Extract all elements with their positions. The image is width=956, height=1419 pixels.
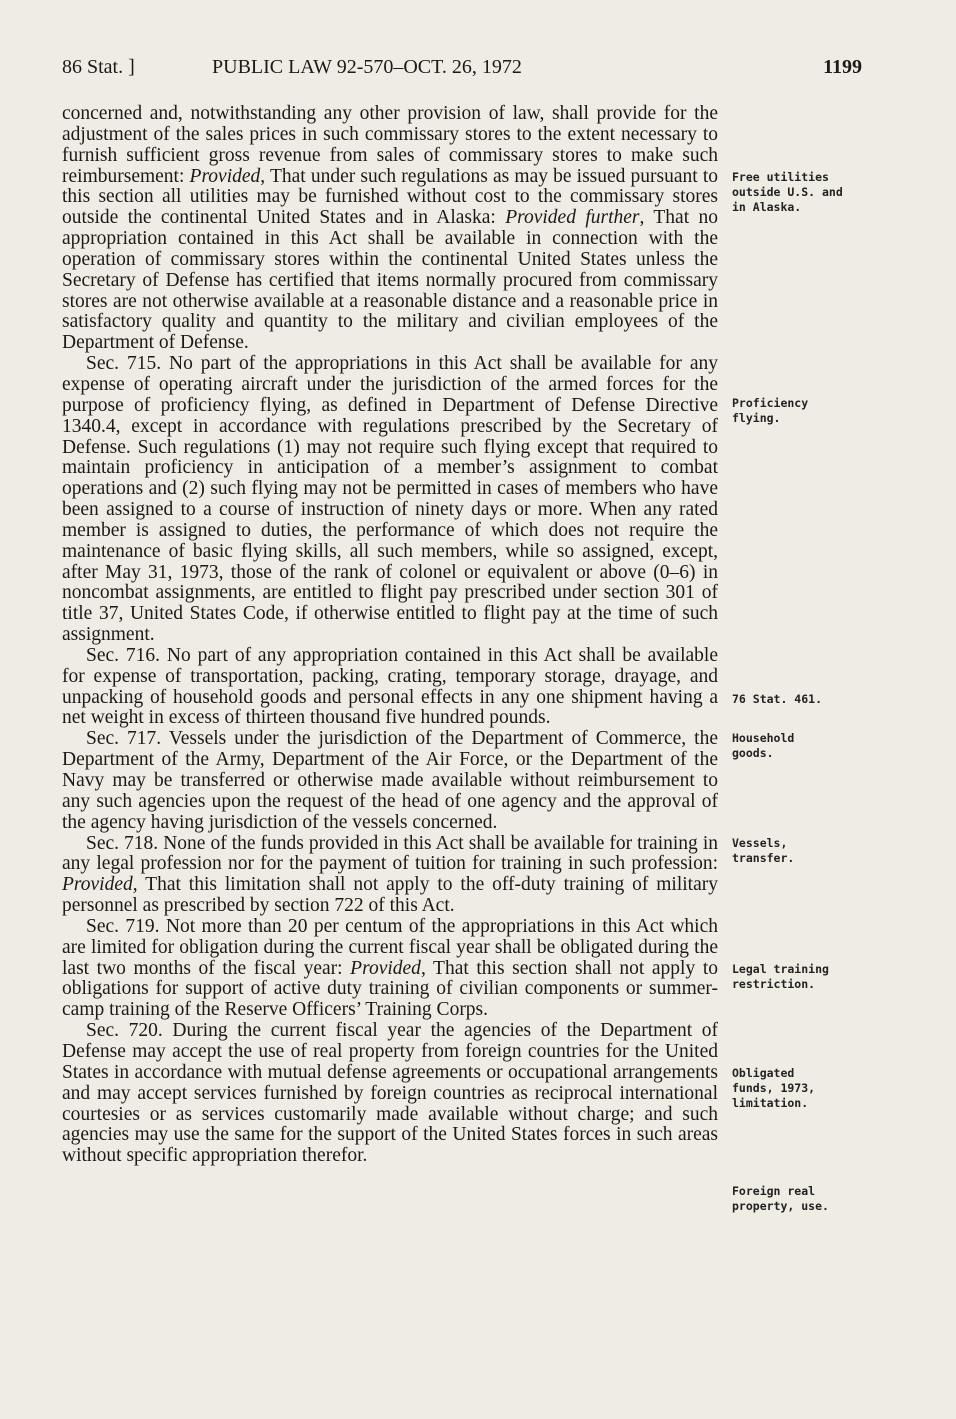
proviso-italic: Provided	[350, 957, 421, 979]
paragraph-text: , That no appropriation contained in this Act shall be available in connection with the operation of commissary stores within the continental United States unless the Secretary of Defense has certified that items normally procured from commissary stores are not otherwise available at a reasonable distance and a reasonable price in satisfactory quality and quantity to the military and civilian employees of the Department of Defense.	[62, 207, 718, 354]
paragraph-sec719	[62, 917, 718, 1021]
paragraph-text: concerned and, notwithstanding any other provision of law, shall provide for the adjustment of the sales prices in such commissary stores to the extent necessary to furnish sufficient gross revenue from sales of commissary stores to make such reimbursement:	[62, 103, 718, 187]
margin-note-foreign-real-property: Foreign real property, use.	[732, 1184, 829, 1213]
header-title: PUBLIC LAW 92-570–OCT. 26, 1972	[212, 56, 522, 78]
running-header	[62, 56, 862, 82]
paragraph-cont	[62, 104, 718, 354]
margin-note-free-utilities: Free utilities outside U.S. and in Alaska.	[732, 170, 843, 214]
paragraph-sec720	[62, 1021, 718, 1167]
margin-note-household-goods: Household goods.	[732, 731, 795, 760]
paragraph-sec715	[62, 354, 718, 646]
page-number: 1199	[823, 56, 862, 78]
proviso-italic: Provided further	[505, 207, 640, 229]
paragraph-text: Sec. 719. Not more than 20 per centum of the appropriations in this Act which are limited for obligation during the current fiscal year shall be obligated during the last two months of the fiscal year:	[62, 915, 718, 979]
paragraph-text: Sec. 715. No part of the appropriations in this Act shall be available for any expense of operating aircraft under the jurisdiction of the armed forces for the purpose of proficiency flying, as defined in Department of Defense Directive 1340.4, except in accordance with regulations prescribed by the Secretary of Defense. Such regulations (1) may not require such flying except that required to maintain proficiency in anticipation of a member’s assignment to combat operations and (2) such flying may not be permitted in cases of members who have been assigned to a course of instruction of ninety days or more. When any rated member is assigned to duties, the performance of which does not require the maintenance of basic flying skills, all such members, while so assigned, except, after May 31, 1973, those of the rank of colonel or equivalent or above (0–6) in noncombat assignments, are entitled to flight pay prescribed under section 301 of title 37, United States Code, if otherwise entitled to flight pay at the time of such assignment.	[62, 353, 718, 646]
paragraph-text: , That this section shall not apply to obligations for support of active duty training of civilian components or summer-camp training of the Reserve Officers’ Training Corps.	[62, 957, 718, 1021]
paragraph-text: Sec. 716. No part of any appropriation contained in this Act shall be available for expense of transportation, packing, crating, temporary storage, drayage, and unpacking of household goods and personal effects in any one shipment having a net weight in excess of thirteen thousand five hundred pounds.	[62, 644, 718, 729]
paragraph-text: Sec. 718. None of the funds provided in this Act shall be available for training in any legal profession nor for the payment of tuition for training in such profession:	[62, 832, 718, 875]
paragraph-text: Sec. 717. Vessels under the jurisdiction of the Department of Commerce, the Department of the Army, Department of the Air Force, or the Department of the Navy may be transferred or otherwise made available without reimbursement to any such agencies upon the request of the head of one agency and the approval of the agency having jurisdiction of the vessels concerned.	[62, 728, 718, 833]
paragraph-sec718	[62, 834, 718, 917]
statute-volume: 86 Stat. ]	[62, 56, 135, 78]
paragraph-text: , That under such regulations as may be issued pursuant to this section all utilities may be furnished without cost to the commissary stores outside the continental United States and in Alaska:	[62, 165, 718, 229]
proviso-italic: Provided	[62, 874, 133, 896]
margin-note-proficiency-flying: Proficiency flying.	[732, 396, 809, 425]
margin-note-vessels-transfer: Vessels, transfer.	[732, 836, 795, 865]
body-text	[62, 104, 718, 1167]
proviso-italic: Provided	[189, 165, 261, 187]
paragraph-sec717	[62, 729, 718, 833]
paragraph-sec716	[62, 646, 718, 729]
margin-note-legal-training: Legal training restriction.	[732, 962, 829, 991]
margin-note-obligated-funds: Obligated funds, 1973, limitation.	[732, 1066, 816, 1110]
margin-note-stat-citation: 76 Stat. 461.	[732, 692, 823, 706]
paragraph-text: , That this limitation shall not apply to the off-duty training of military personnel as prescribed by section 722 of this Act.	[62, 874, 718, 917]
paragraph-text: Sec. 720. During the current fiscal year the agencies of the Department of Defense may accept the use of real property from foreign countries for the United States in accordance with mutual defense agreements or occupational arrangements and may accept services furnished by foreign countries as reciprocal international courtesies or as services customarily made available without charge; and such agencies may use the same for the support of the United States forces in such areas without specific appropriation therefor.	[62, 1020, 718, 1167]
